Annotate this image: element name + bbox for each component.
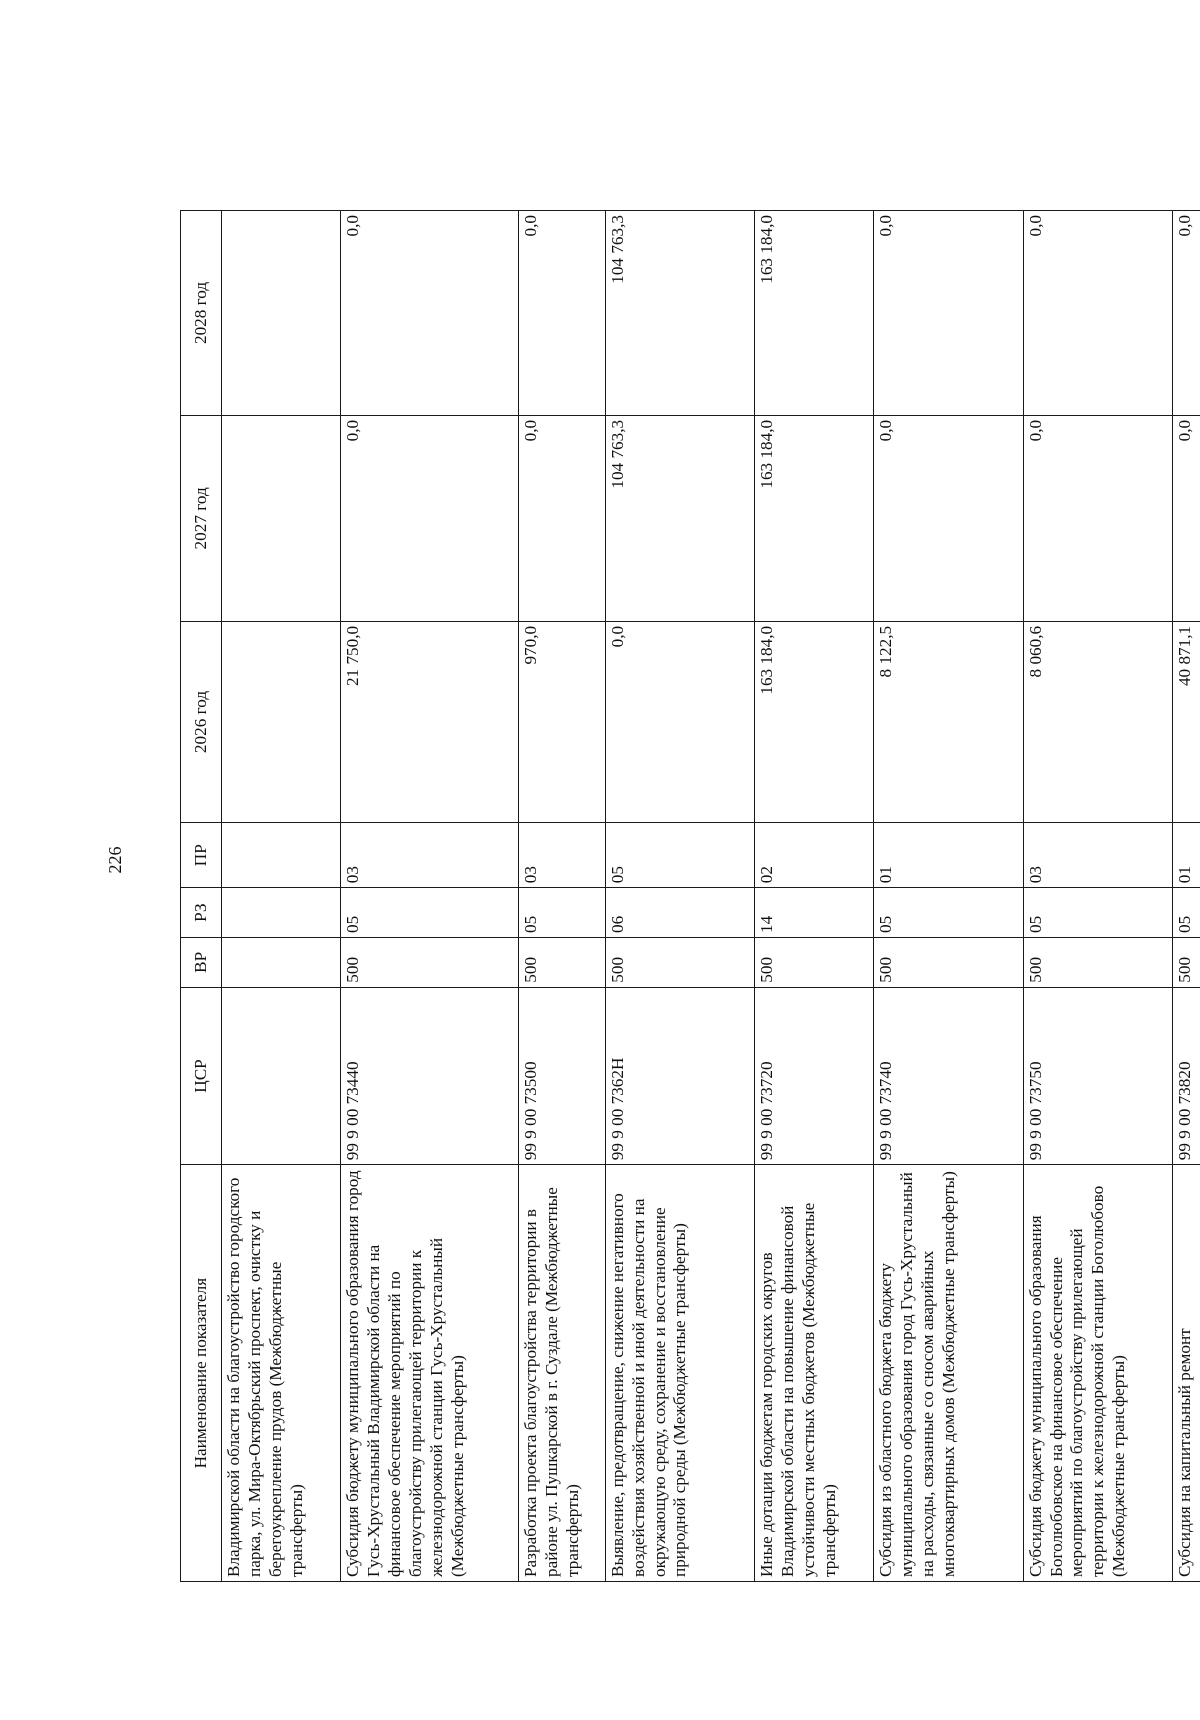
- header-vr: ВР: [181, 937, 222, 987]
- table-row: [341, 211, 519, 1582]
- cell-2028: 0,0: [519, 211, 605, 416]
- header-name: Наименование показателя: [181, 1165, 222, 1582]
- cell-2026: 8 122,5: [874, 621, 1023, 822]
- cell-pr: 05: [605, 823, 754, 888]
- cell-2027: 0,0: [341, 415, 519, 621]
- cell-2026: 21 750,0: [341, 621, 519, 822]
- cell-csr: 99 9 00 73440: [341, 987, 519, 1165]
- cell-2026: 8 060,6: [1023, 621, 1172, 822]
- table-row: [1172, 211, 1200, 1582]
- cell-2028: 0,0: [1023, 211, 1172, 416]
- cell-pr: 03: [519, 823, 605, 888]
- cell-2026: [222, 621, 341, 822]
- cell-vr: 500: [874, 937, 1023, 987]
- cell-name: Субсидия на капитальный ремонт: [1172, 1165, 1200, 1582]
- cell-2027: 104 763,3: [605, 415, 754, 621]
- page-number: 226: [104, 846, 125, 874]
- cell-pr: [222, 823, 341, 888]
- cell-vr: [222, 937, 341, 987]
- cell-2028: 104 763,3: [605, 211, 754, 416]
- cell-csr: [222, 987, 341, 1165]
- cell-csr: 99 9 00 73820: [1172, 987, 1200, 1165]
- cell-pr: 01: [1172, 823, 1200, 888]
- header-csr: ЦСР: [181, 987, 222, 1165]
- table-row: [605, 211, 754, 1582]
- rotated-table-sheet: [180, 210, 1200, 1582]
- cell-name: Субсидия бюджету муниципального образования Боголюбовское на финансовое обеспечение мероприятий по благоустройству прилегающей территории к железнодорожной станции Боголюбово (Межбюджетные трансферты): [1023, 1165, 1172, 1582]
- cell-2027: 0,0: [519, 415, 605, 621]
- cell-rz: 06: [605, 888, 754, 938]
- cell-vr: 500: [519, 937, 605, 987]
- header-pr: ПР: [181, 823, 222, 888]
- cell-csr: 99 9 00 73750: [1023, 987, 1172, 1165]
- cell-rz: 14: [754, 888, 873, 938]
- cell-2027: 163 184,0: [754, 415, 873, 621]
- cell-2026: 970,0: [519, 621, 605, 822]
- header-2026: 2026 год: [181, 621, 222, 822]
- table-row: [519, 211, 605, 1582]
- cell-2027: [222, 415, 341, 621]
- cell-2028: 0,0: [874, 211, 1023, 416]
- cell-name: Разработка проекта благоустройства территории в районе ул. Пушкарской в г. Суздале (Межбюджетные трансферты): [519, 1165, 605, 1582]
- table-row: [754, 211, 873, 1582]
- cell-csr: 99 9 00 7362Н: [605, 987, 754, 1165]
- table-row: [222, 211, 341, 1582]
- cell-name: Иные дотации бюджетам городских округов Владимирской области на повышение финансовой устойчивости местных бюджетов (Межбюджетные трансферты): [754, 1165, 873, 1582]
- header-2028: 2028 год: [181, 211, 222, 416]
- cell-2028: 0,0: [341, 211, 519, 416]
- cell-vr: 500: [1023, 937, 1172, 987]
- cell-2026: 40 871,1: [1172, 621, 1200, 822]
- cell-pr: 01: [874, 823, 1023, 888]
- cell-name: Выявление, предотвращение, снижение негативного воздействия хозяйственной и иной деятельности на окружающую среду, сохранение и восстановление природной среды (Межбюджетные трансферты): [605, 1165, 754, 1582]
- cell-pr: 03: [341, 823, 519, 888]
- header-rz: РЗ: [181, 888, 222, 938]
- cell-2028: 163 184,0: [754, 211, 873, 416]
- cell-rz: 05: [1023, 888, 1172, 938]
- cell-name: Субсидия из областного бюджета бюджету муниципального образования город Гусь-Хрустальный на расходы, связанные со сносом аварийных многоквартирных домов (Межбюджетные трансферты): [874, 1165, 1023, 1582]
- cell-name: Субсидия бюджету муниципального образования город Гусь-Хрустальный Владимирской области на финансовое обеспечение мероприятий по благоустройству прилегающей территории к железнодорожной станции Гусь-Хрустальный (Межбюджетные трансферты): [341, 1165, 519, 1582]
- cell-vr: 500: [754, 937, 873, 987]
- cell-pr: 03: [1023, 823, 1172, 888]
- table-header-row: [181, 211, 222, 1582]
- cell-2028: 0,0: [1172, 211, 1200, 416]
- table-row: [1023, 211, 1172, 1582]
- cell-rz: 05: [341, 888, 519, 938]
- cell-csr: 99 9 00 73720: [754, 987, 873, 1165]
- table-row: [874, 211, 1023, 1582]
- cell-rz: 05: [874, 888, 1023, 938]
- cell-csr: 99 9 00 73740: [874, 987, 1023, 1165]
- cell-vr: 500: [341, 937, 519, 987]
- cell-2027: 0,0: [874, 415, 1023, 621]
- cell-2026: 163 184,0: [754, 621, 873, 822]
- cell-2026: 0,0: [605, 621, 754, 822]
- cell-vr: 500: [605, 937, 754, 987]
- cell-2028: [222, 211, 341, 416]
- cell-2027: 0,0: [1023, 415, 1172, 621]
- budget-table: [180, 210, 1200, 1582]
- header-2027: 2027 год: [181, 415, 222, 621]
- cell-rz: 05: [1172, 888, 1200, 938]
- cell-2027: 0,0: [1172, 415, 1200, 621]
- cell-csr: 99 9 00 73500: [519, 987, 605, 1165]
- cell-rz: [222, 888, 341, 938]
- cell-vr: 500: [1172, 937, 1200, 987]
- cell-name: Владимирской области на благоустройство городского парка, ул. Мира-Октябрьский проспект, очистку и берегоукрепление прудов (Межбюджетные трансферты): [222, 1165, 341, 1582]
- cell-rz: 05: [519, 888, 605, 938]
- cell-pr: 02: [754, 823, 873, 888]
